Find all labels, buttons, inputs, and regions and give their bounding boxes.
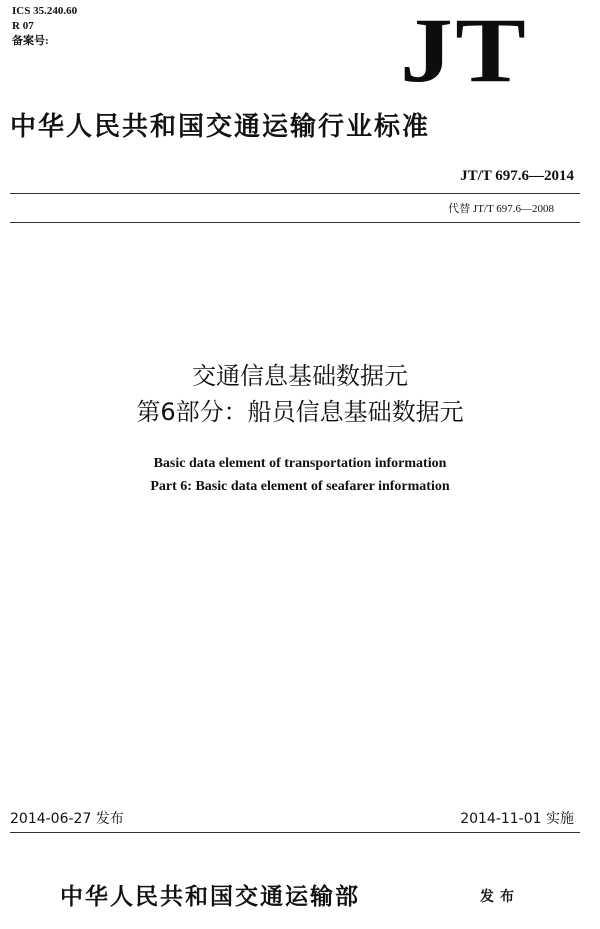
title-en-line1: Basic data element of transportation information xyxy=(153,456,447,471)
header-divider-lower xyxy=(10,222,580,223)
title-cn-line2: 第6部分：船员信息基础数据元 xyxy=(136,398,464,426)
jt-logo: JT xyxy=(400,0,529,101)
issuer-action: 发布 xyxy=(480,889,520,905)
ics-code: ICS 35.240.60 xyxy=(12,5,78,17)
category-code: R 07 xyxy=(12,20,34,32)
organization-title: 中华人民共和国交通运输行业标准 xyxy=(10,112,431,142)
standard-number: JT/T 697.6—2014 xyxy=(460,168,574,184)
issuer-name: 中华人民共和国交通运输部 xyxy=(60,883,360,910)
issue-date: 2014-06-27 发布 xyxy=(10,811,124,827)
header-divider xyxy=(10,193,580,194)
footer-divider xyxy=(10,832,580,833)
title-en-line2: Part 6: Basic data element of seafarer information xyxy=(150,479,450,494)
title-cn-line1: 交通信息基础数据元 xyxy=(192,362,408,390)
implement-date: 2014-11-01 实施 xyxy=(460,811,574,827)
record-number: 备案号: xyxy=(12,35,49,47)
replaces-note: 代替 JT/T 697.6—2008 xyxy=(448,203,554,215)
